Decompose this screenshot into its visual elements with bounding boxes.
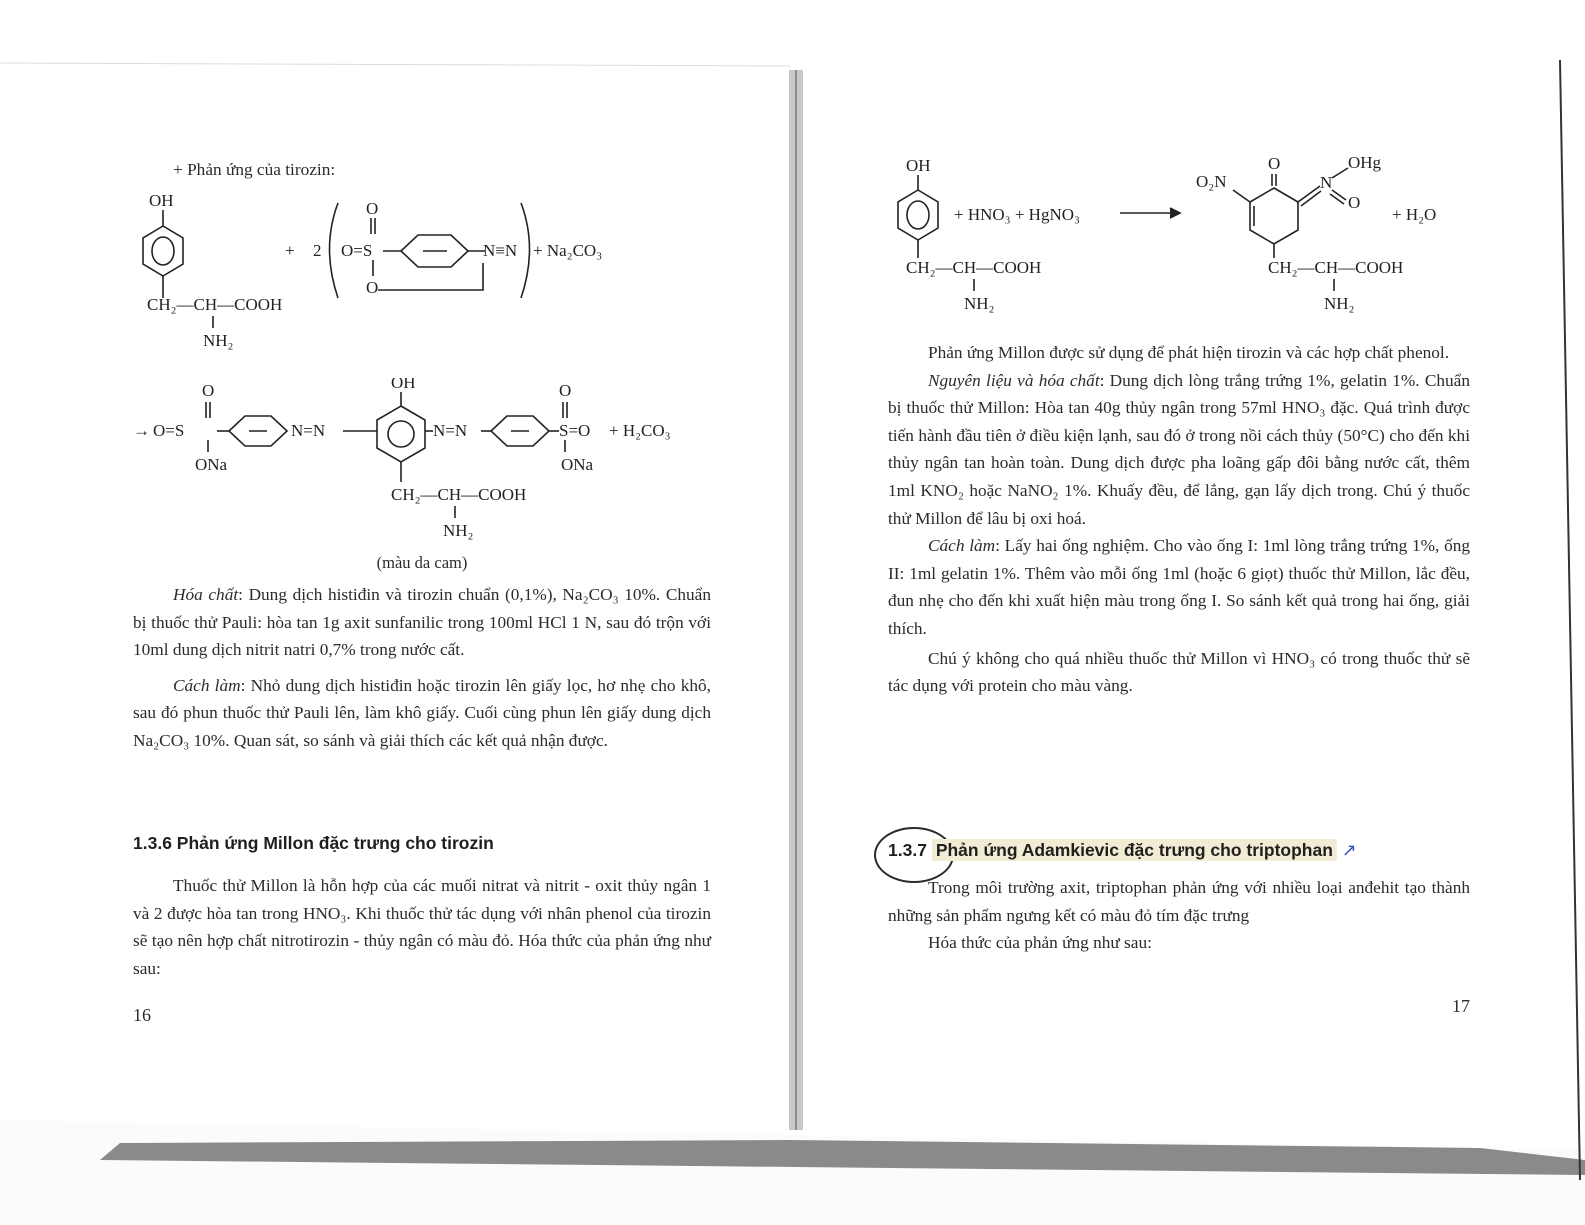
svg-text:OH: OH (906, 156, 931, 175)
svg-text:O=S: O=S (153, 421, 185, 440)
paragraph-millon-reagent: Thuốc thử Millon là hỗn hợp của các muối nitrat và nitrit - oxit thủy ngân 1 và 2 được hòa tan trong HNO₃. Khi thuốc thử tác dụng với nhân phenol của tirozin sẽ tạo nên hợp chất nitrotirozin - thủy ngân có màu đỏ. Hóa thức của phản ứng như sau: (133, 876, 711, 978)
benzene-ring (143, 226, 183, 276)
svg-text:NH₂: NH₂ (443, 521, 474, 540)
paragraph-millon-use: Phản ứng Millon được sử dụng để phát hiện tirozin và các hợp chất phenol. (928, 343, 1450, 362)
diazonium: N≡N (483, 241, 518, 260)
reaction-title: + Phản ứng của tirozin: (173, 160, 336, 179)
paragraph-formula-intro: Hóa thức của phản ứng như sau: (928, 933, 1152, 953)
reagents: + HNO₃ + HgNO₃ (954, 205, 1080, 224)
svg-text:O: O (366, 199, 379, 218)
svg-text:N=N: N=N (433, 421, 468, 440)
tyrosine-pauli-scheme-2 (133, 378, 711, 578)
svg-text:O₂N: O₂N (1196, 172, 1227, 191)
bracket-left (330, 203, 339, 298)
paragraph-note: Chú ý không cho quá nhiều thuốc thử Millon vì HNO₃ có trong thuốc thử sẽ tác dụng với protein cho màu vàng. (888, 648, 1470, 696)
millon-reaction-scheme (888, 150, 1470, 325)
svg-text:OHg: OHg (1348, 153, 1382, 172)
product-ring (1250, 188, 1298, 244)
central-ring (377, 406, 425, 462)
paragraph-materials: Nguyên liệu và hóa chất: Dung dịch lòng trắng trứng 1%, gelatin 1%. Chuẩn bị thuốc thử Millon: Hòa tan 40g thủy ngân trong 57ml HNO₃ đặc. Quá trình được tiến hành đầu tiên ở điều kiện lạnh, sau đó ở trong nồi cách thủy (50°C) cho đến khi thủy ngân tan hoàn toàn. Dung dịch được pha loãng gấp đôi bằng nước cất, thêm 1ml KNO₂ hoặc NaNO₂ 1%. Khuấy đều, để lắng, gạn lấy dịch trong. Chú ý thuốc thử Millon để lâu bị oxi hoá. (888, 370, 1470, 528)
svg-text:CH₂—CH—COOH: CH₂—CH—COOH (906, 258, 1042, 277)
svg-text:+: + (285, 241, 295, 260)
svg-text:N=N: N=N (291, 421, 326, 440)
svg-text:→: → (133, 421, 150, 440)
paragraph-procedure: Cách làm: Nhỏ dung dịch histiđin hoặc tirozin lên giấy lọc, hơ nhẹ cho khô, sau đó phun thuốc thử Pauli lên, làm khô giấy. Cuối cùng phun lên giấy dung dịch Na₂CO₃ 10%. Quan sát, so sánh và giải thích các kết quả nhận được. (133, 675, 711, 750)
svg-text:+ H₂O: + H₂O (1392, 205, 1437, 224)
side-chain: CH₂—CH—COOH (147, 295, 283, 314)
svg-text:ONa: ONa (561, 455, 594, 474)
svg-text:ONa: ONa (195, 455, 228, 474)
nh2: NH₂ (203, 331, 234, 350)
highlighted-section-title: Phản ứng Adamkievic đặc trưng cho triptophan (932, 839, 1337, 861)
svg-text:O: O (559, 381, 572, 400)
section-heading-1-3-7: 1.3.7 Phản ứng Adamkievic đặc trưng cho triptophan ↗ (888, 840, 1357, 860)
tyrosine-pauli-scheme-1 (133, 188, 711, 368)
svg-text:2: 2 (313, 241, 322, 260)
svg-text:S=O: S=O (559, 421, 591, 440)
svg-text:N: N (1320, 173, 1333, 192)
product-color-caption: (màu da cam) (376, 553, 468, 572)
paragraph-chemicals: Hóa chất: Dung dịch histiđin và tirozin chuẩn (0,1%), Na₂CO₃ 10%. Chuẩn bị thuốc thử Pauli: hòa tan 1g axit sunfanilic trong 100ml HCl 1 N, sau đó trộn với 10ml dung dịch nitrit natri 0,7% trong nước cất. (133, 585, 711, 660)
svg-text:CH₂—CH—COOH: CH₂—CH—COOH (391, 485, 527, 504)
svg-text:O: O (366, 278, 379, 297)
page-number-left: 16 (133, 1005, 151, 1025)
pen-check-mark: ↗ (1341, 840, 1357, 860)
section-heading-1-3-6: 1.3.6 Phản ứng Millon đặc trưng cho tirozin (133, 833, 494, 853)
bracket-right (521, 203, 530, 298)
svg-text:NH₂: NH₂ (1324, 294, 1355, 313)
svg-text:+ Na₂CO₃: + Na₂CO₃ (533, 241, 603, 260)
oh-label: OH (149, 191, 174, 210)
sulfonyl: O=S (341, 241, 373, 260)
svg-text:O: O (202, 381, 215, 400)
svg-text:OH: OH (391, 378, 416, 392)
paragraph-procedure-right: Cách làm: Lấy hai ống nghiệm. Cho vào ống I: 1ml lòng trắng trứng 1%, ống II: 1ml gelatin 1%. Thêm vào mỗi ống 1ml (hoặc 6 giọt) thuốc thử Millon, lắc đều, đun nhẹ cho đến khi xuất hiện màu trong ống I. So sánh kết quả trong hai ống, giải thích. (888, 536, 1470, 638)
page-number-right: 17 (1452, 996, 1470, 1016)
paragraph-adamkievic: Trong môi trường axit, triptophan phản ứng với nhiều loại anđehit tạo thành những sản phẩm ngưng kết có màu đỏ tím đặc trưng (888, 878, 1470, 925)
svg-text:CH₂—CH—COOH: CH₂—CH—COOH (1268, 258, 1404, 277)
svg-text:NH₂: NH₂ (964, 294, 995, 313)
svg-text:O: O (1268, 154, 1281, 173)
tyrosine-ring (898, 190, 938, 240)
svg-text:O: O (1348, 193, 1361, 212)
svg-text:+ H₂CO₃: + H₂CO₃ (609, 421, 671, 440)
